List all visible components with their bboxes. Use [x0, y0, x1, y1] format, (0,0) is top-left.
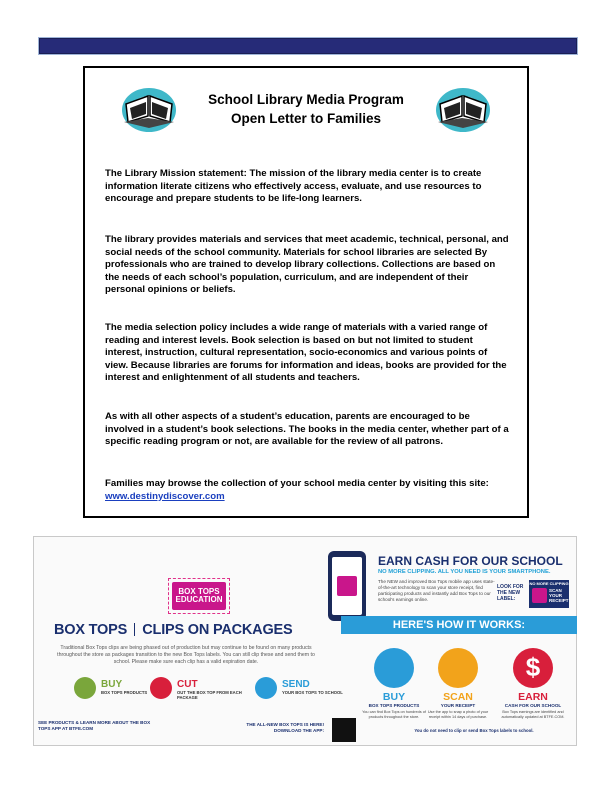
new-label-badge: NO MORE CLIPPING SCAN YOUR RECEIPT: [529, 580, 569, 608]
clips-heading-part1: BOX TOPS: [54, 622, 128, 638]
clips-heading-part2: CLIPS ON PACKAGES: [142, 622, 293, 638]
receipt-icon: [438, 648, 478, 688]
parents-paragraph: As with all other aspects of a student’s education, parents are encouraged to be involved in a student’s book selections. The books in the media center, whether part of a specific reading program or not, are available for the review of all patrons.: [105, 411, 509, 448]
box-tops-mini-logo: [532, 588, 547, 603]
how-it-works-banner: HERE'S HOW IT WORKS:: [341, 616, 577, 634]
earn-subheading: NO MORE CLIPPING. ALL YOU NEED IS YOUR SMARTPHONE.: [378, 569, 551, 575]
how-step-buy: BUY BOX TOPS PRODUCTS You can find Box Tops on hundreds of products throughout the store.: [359, 648, 429, 720]
box-tops-product-icon: [374, 648, 414, 688]
buy-icon: [74, 677, 96, 699]
clips-heading: [54, 622, 292, 638]
selection-policy-paragraph: The media selection policy includes a wide range of materials with a varied range of reading and interest levels. Book selection is based on but not limited to student interest, instruction, cultural representation, socio-economics and various points of view. Because libraries are forums for information and ideas, books are provided for the interest and enlightenment of all students and teachers.: [105, 322, 507, 384]
title-line-1: School Library Media Program: [208, 92, 404, 107]
closing-text: Families may browse the collection of your school media center by visiting this site:: [105, 478, 489, 489]
closing-paragraph: [105, 478, 510, 503]
qr-code-icon[interactable]: [332, 718, 356, 742]
destiny-discover-link[interactable]: www.destinydiscover.com: [105, 490, 225, 502]
header-bar: [38, 37, 578, 55]
look-for-label: LOOK FOR THE NEW LABEL:: [497, 584, 524, 602]
how-step-earn: $ EARN CASH FOR OUR SCHOOL Box Tops earnings are identified and automatically updated at BTFE.COM.: [498, 648, 568, 720]
letter-title: [180, 90, 432, 128]
dollar-icon: $: [513, 648, 553, 688]
phone-icon: [328, 551, 366, 621]
mission-paragraph: The Library Mission statement: The mission of the library media center is to create information literate citizens who effectively access, evaluate, and use resources to encourage and prepare students to be life-long learners.: [105, 168, 482, 205]
scissors-icon: [150, 677, 172, 699]
earn-heading: EARN CASH FOR OUR SCHOOL: [378, 554, 563, 568]
learn-more-text: SEE PRODUCTS & LEARN MORE ABOUT THE BOX TOPS APP AT BTFE.COM: [38, 720, 151, 731]
box-tops-logo: BOX TOPS EDUCATION: [168, 578, 230, 614]
download-app-text: THE ALL-NEW BOX TOPS IS HERE! DOWNLOAD THE APP:: [246, 722, 324, 733]
clips-description: Traditional Box Tops clips are being phased out of production but may continue to be found on many products throughout the store as packages transition to the new Box Tops labels. You can still clip these and send them to school. Please make sure each clip has a valid expiration date.: [57, 645, 315, 665]
how-step-scan: SCAN YOUR RECEIPT Use the app to snap a photo of your receipt within 14 days of purchase.: [423, 648, 493, 720]
materials-paragraph: The library provides materials and services that meet academic, technical, personal, and social needs of the school community. Materials for school libraries are selected By professionals who are trained to develop library collections. Collections are based on the needs of each school’s population, curriculum, and are independent of their personal opinions or beliefs.: [105, 234, 509, 296]
send-icon: [255, 677, 277, 699]
title-line-2: Open Letter to Families: [230, 111, 382, 126]
how-note: You do not need to clip or send Box Tops labels to school.: [414, 728, 534, 733]
open-book-icon: [118, 82, 180, 134]
earn-description: The NEW and improved Box Tops mobile app uses state-of-the-art technology to scan your store receipt, find participating products and instantly add Box Tops to our school's earnings online.: [378, 579, 495, 602]
open-book-icon: [432, 82, 494, 134]
